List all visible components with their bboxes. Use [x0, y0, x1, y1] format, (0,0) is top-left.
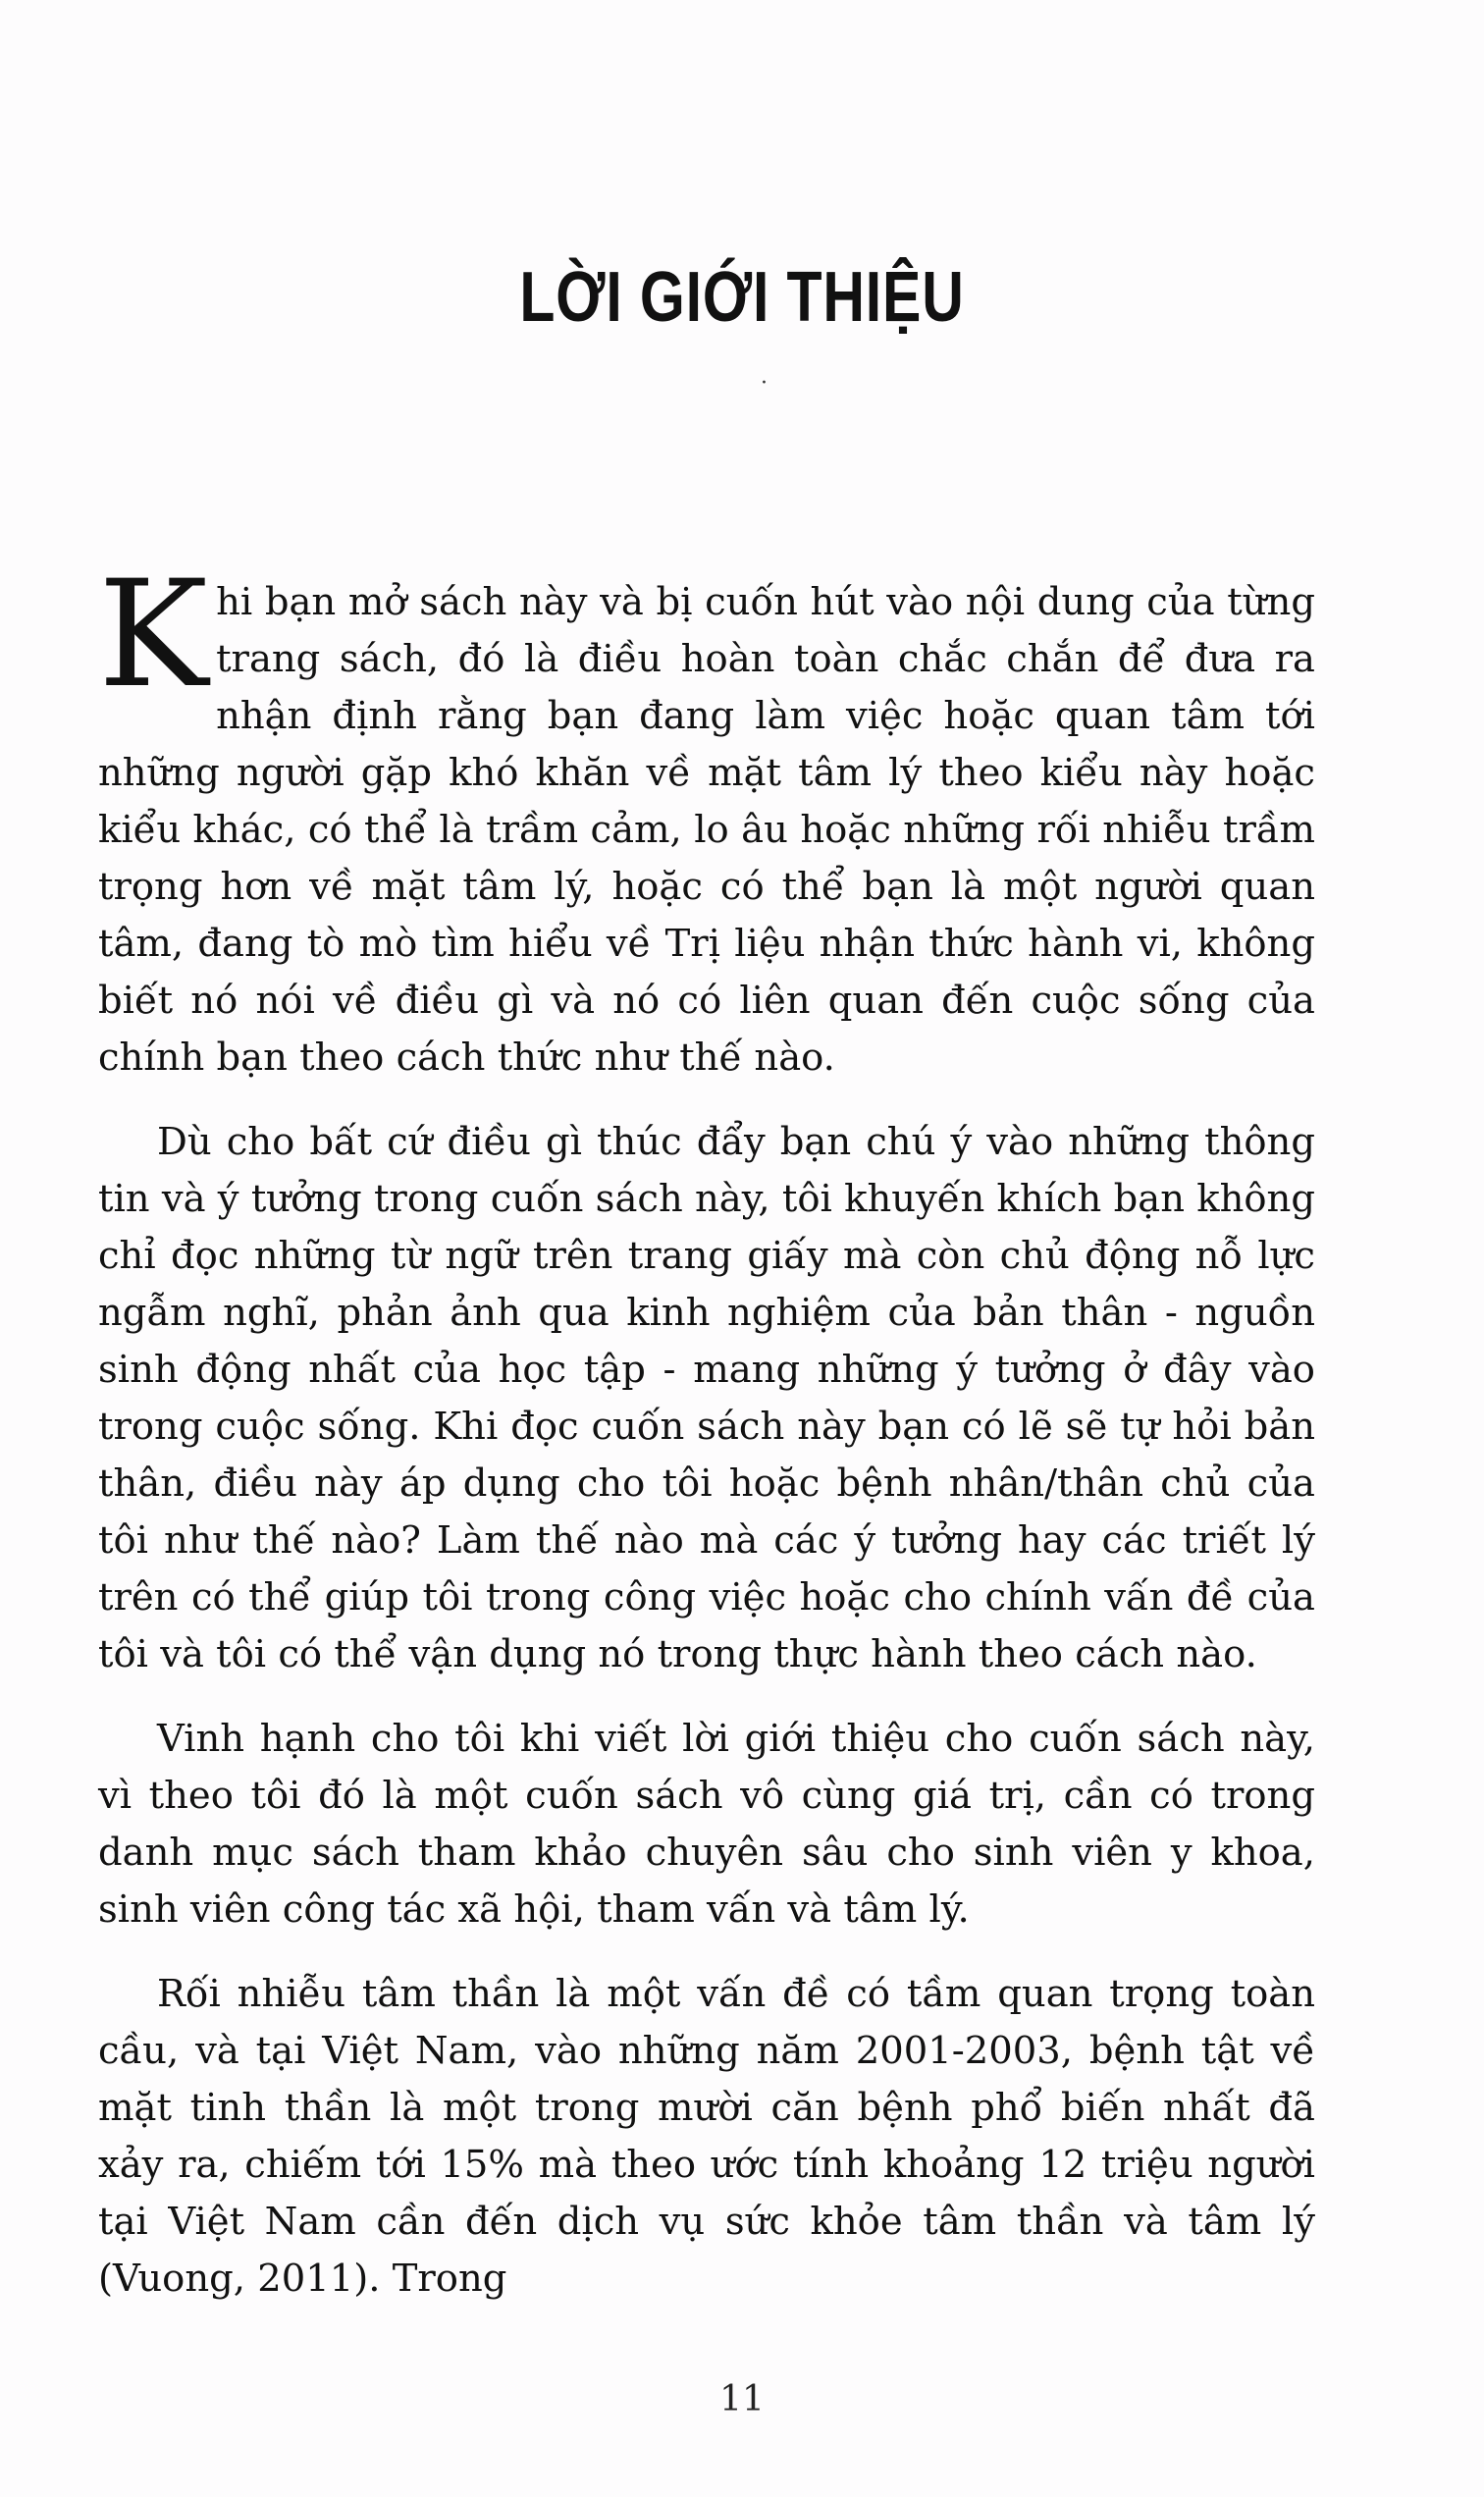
paragraph-1-text: hi bạn mở sách này và bị cuốn hút vào nội dung của từng trang sách, đó là điều hoàn toàn chắc chắn để đưa ra nhận định rằng bạn đang làm việc hoặc quan tâm tới những người gặp khó khăn về mặt tâm lý theo kiểu này hoặc kiểu khác, có thể là trầm cảm, lo âu hoặc những rối nhiễu trầm trọng hơn về mặt tâm lý, hoặc có thể bạn là một người quan tâm, đang tò mò tìm hiểu về Trị liệu nhận thức hành vi, không biết nó nói về điều gì và nó có liên quan đến cuộc sống của chính bạn theo cách thức như thế nào.	[98, 580, 1315, 1080]
title-ornament: ·	[761, 371, 768, 396]
page-title: LỜI GIỚI THIỆU	[519, 258, 965, 337]
drop-cap: K	[98, 550, 209, 720]
body-text	[98, 550, 1315, 2335]
paragraph-4: Rối nhiễu tâm thần là một vấn đề có tầm quan trọng toàn cầu, và tại Việt Nam, vào những năm 2001-2003, bệnh tật về mặt tinh thần là một trong mười căn bệnh phổ biến nhất đã xảy ra, chiếm tới 15% mà theo ước tính khoảng 12 triệu người tại Việt Nam cần đến dịch vụ sức khỏe tâm thần và tâm lý (Vuong, 2011). Trong	[98, 1972, 1315, 2301]
paragraph-1	[98, 550, 1315, 1087]
page-number: 11	[719, 2379, 765, 2419]
paragraph-3: Vinh hạnh cho tôi khi viết lời giới thiệu cho cuốn sách này, vì theo tôi đó là một cuốn sách vô cùng giá trị, cần có trong danh mục sách tham khảo chuyên sâu cho sinh viên y khoa, sinh viên công tác xã hội, tham vấn và tâm lý.	[98, 1717, 1315, 1932]
paragraph-2: Dù cho bất cứ điều gì thúc đẩy bạn chú ý vào những thông tin và ý tưởng trong cuốn sách này, tôi khuyến khích bạn không chỉ đọc những từ ngữ trên trang giấy mà còn chủ động nỗ lực ngẫm nghĩ, phản ảnh qua kinh nghiệm của bản thân - nguồn sinh động nhất của học tập - mang những ý tưởng ở đây vào trong cuộc sống. Khi đọc cuốn sách này bạn có lẽ sẽ tự hỏi bản thân, điều này áp dụng cho tôi hoặc bệnh nhân/thân chủ của tôi như thế nào? Làm thế nào mà các ý tưởng hay các triết lý trên có thể giúp tôi trong công việc hoặc cho chính vấn đề của tôi và tôi có thể vận dụng nó trong thực hành theo cách nào.	[98, 1120, 1315, 1676]
